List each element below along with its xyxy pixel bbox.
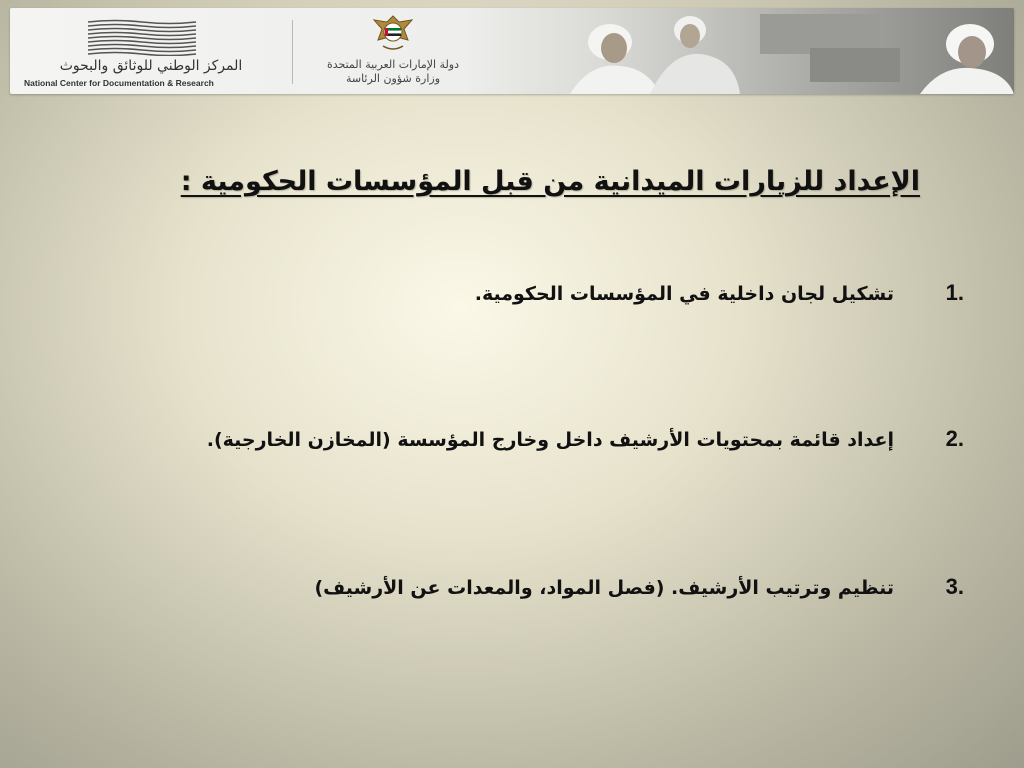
list-item-text: تشكيل لجان داخلية في المؤسسات الحكومية.	[474, 283, 894, 305]
ncdr-wave-icon	[86, 18, 198, 56]
list-item-number: 1.	[945, 280, 964, 305]
uae-emblem-icon	[368, 12, 418, 56]
list-item-text: تنظيم وترتيب الأرشيف. (فصل المواد، والمعدات عن الأرشيف)	[314, 577, 894, 599]
ncdr-logo	[16, 18, 278, 90]
uae-state-name: دولة الإمارات العربية المتحدة	[326, 58, 460, 71]
slide-title: الإعداد للزيارات الميدانية من قبل المؤسسات الحكومية :	[180, 166, 920, 197]
list-item-number: 3.	[945, 574, 964, 599]
uae-ministry-text	[308, 58, 478, 86]
ncdr-name-arabic: المركز الوطني للوثائق والبحوث	[59, 58, 243, 74]
list-item	[207, 426, 964, 452]
list-item-text: إعداد قائمة بمحتويات الأرشيف داخل وخارج المؤسسة (المخازن الخارجية).	[206, 429, 894, 451]
list-item	[314, 574, 964, 600]
list-item	[475, 280, 964, 306]
ncdr-name-english: National Center for Documentation & Research	[24, 78, 214, 88]
header-photo	[530, 8, 1014, 94]
ministry-name: وزارة شؤون الرئاسة	[345, 72, 441, 85]
header-divider	[292, 20, 293, 84]
list-item-number: 2.	[945, 426, 964, 451]
header-banner	[10, 8, 1014, 94]
